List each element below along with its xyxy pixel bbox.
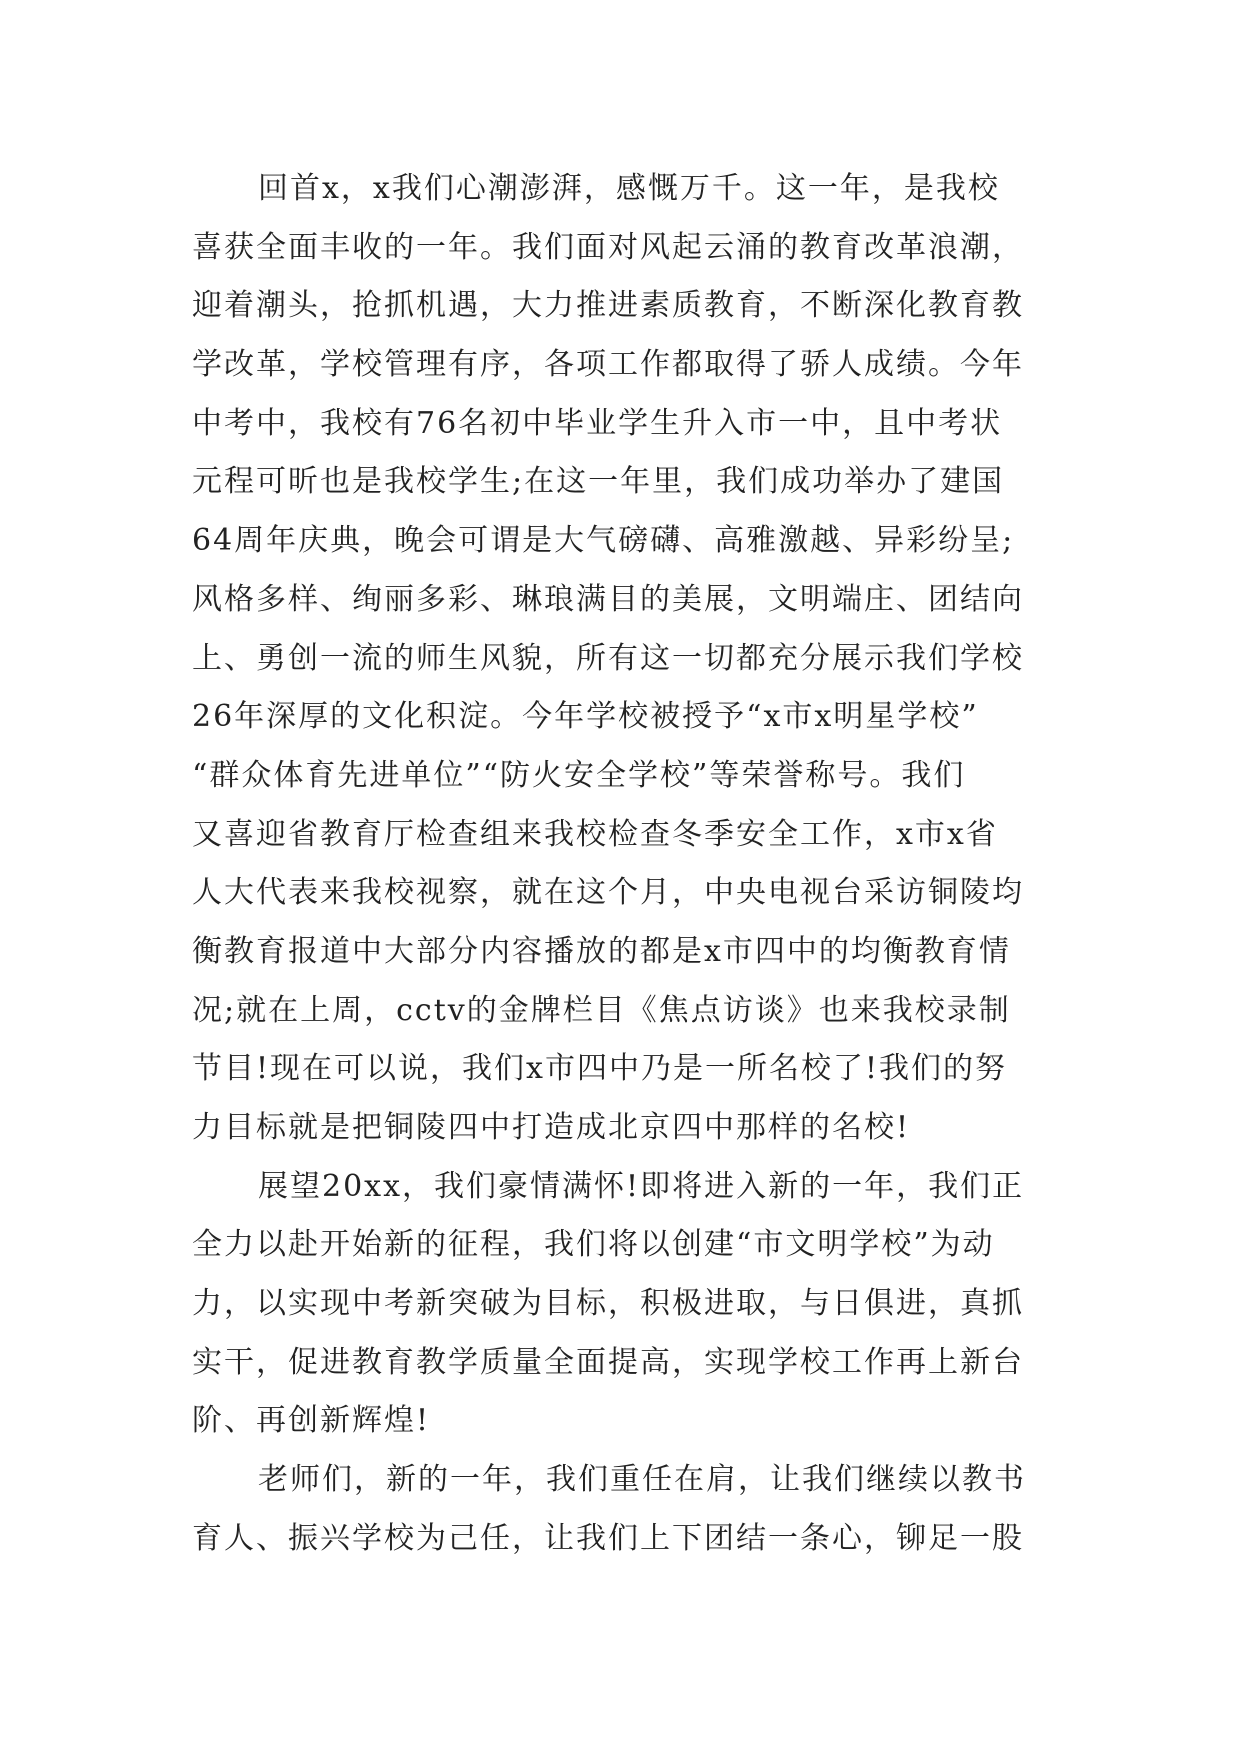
paragraph-line: 回首x，x我们心潮澎湃，感慨万千。这一年，是我校 [258,171,1000,206]
paragraph-line: 展望20xx，我们豪情满怀!即将进入新的一年，我们正 [258,1168,1025,1204]
paragraph-line: 上、勇创一流的师生风貌，所有这一切都充分展示我们学校 [192,640,1024,676]
paragraph-line: 中考中，我校有76名初中毕业学生升入市一中，且中考状 [192,405,1003,441]
paragraph-1 [192,160,1052,1158]
document-body [192,160,1052,1569]
paragraph-line: 阶、再创新辉煌! [192,1403,431,1439]
paragraph-line: 风格多样、绚丽多彩、琳琅满目的美展，文明端庄、团结向 [192,581,1024,617]
paragraph-line: 实干，促进教育教学质量全面提高，实现学校工作再上新台 [192,1344,1024,1380]
paragraph-line: 迎着潮头，抢抓机遇，大力推进素质教育，不断深化教育教 [192,288,1024,324]
paragraph-line: 喜获全面丰收的一年。我们面对风起云涌的教育改革浪潮， [192,229,1024,265]
paragraph-line: 64周年庆典，晚会可谓是大气磅礴、高雅激越、异彩纷呈; [192,523,1015,559]
paragraph-2 [192,1158,1052,1451]
paragraph-line: 节目!现在可以说，我们x市四中乃是一所名校了!我们的努 [192,1051,1008,1087]
paragraph-line: 全力以赴开始新的征程，我们将以创建“市文明学校”为动 [192,1227,995,1263]
paragraph-3 [192,1451,1052,1568]
paragraph-line: “群众体育先进单位”“防火安全学校”等荣誉称号。我们 [192,757,966,793]
paragraph-line: 力，以实现中考新突破为目标，积极进取，与日俱进，真抓 [192,1286,1024,1322]
paragraph-line: 又喜迎省教育厅检查组来我校检查冬季安全工作，x市x省 [192,816,998,852]
paragraph-line: 人大代表来我校视察，就在这个月，中央电视台采访铜陵均 [192,875,1024,911]
paragraph-line: 衡教育报道中大部分内容播放的都是x市四中的均衡教育情 [192,933,1011,969]
paragraph-line: 学改革，学校管理有序，各项工作都取得了骄人成绩。今年 [192,347,1024,383]
paragraph-line: 力目标就是把铜陵四中打造成北京四中那样的名校! [192,1110,911,1145]
paragraph-line: 26年深厚的文化积淀。今年学校被授予“x市x明星学校” [192,699,979,735]
paragraph-line: 况;就在上周，cctv的金牌栏目《焦点访谈》也来我校录制 [192,992,1011,1028]
paragraph-line: 育人、振兴学校为己任，让我们上下团结一条心，铆足一股 [192,1520,1024,1556]
paragraph-line: 元程可昕也是我校学生;在这一年里，我们成功举办了建国 [192,464,1005,500]
paragraph-line: 老师们，新的一年，我们重任在肩，让我们继续以教书 [258,1462,1026,1498]
